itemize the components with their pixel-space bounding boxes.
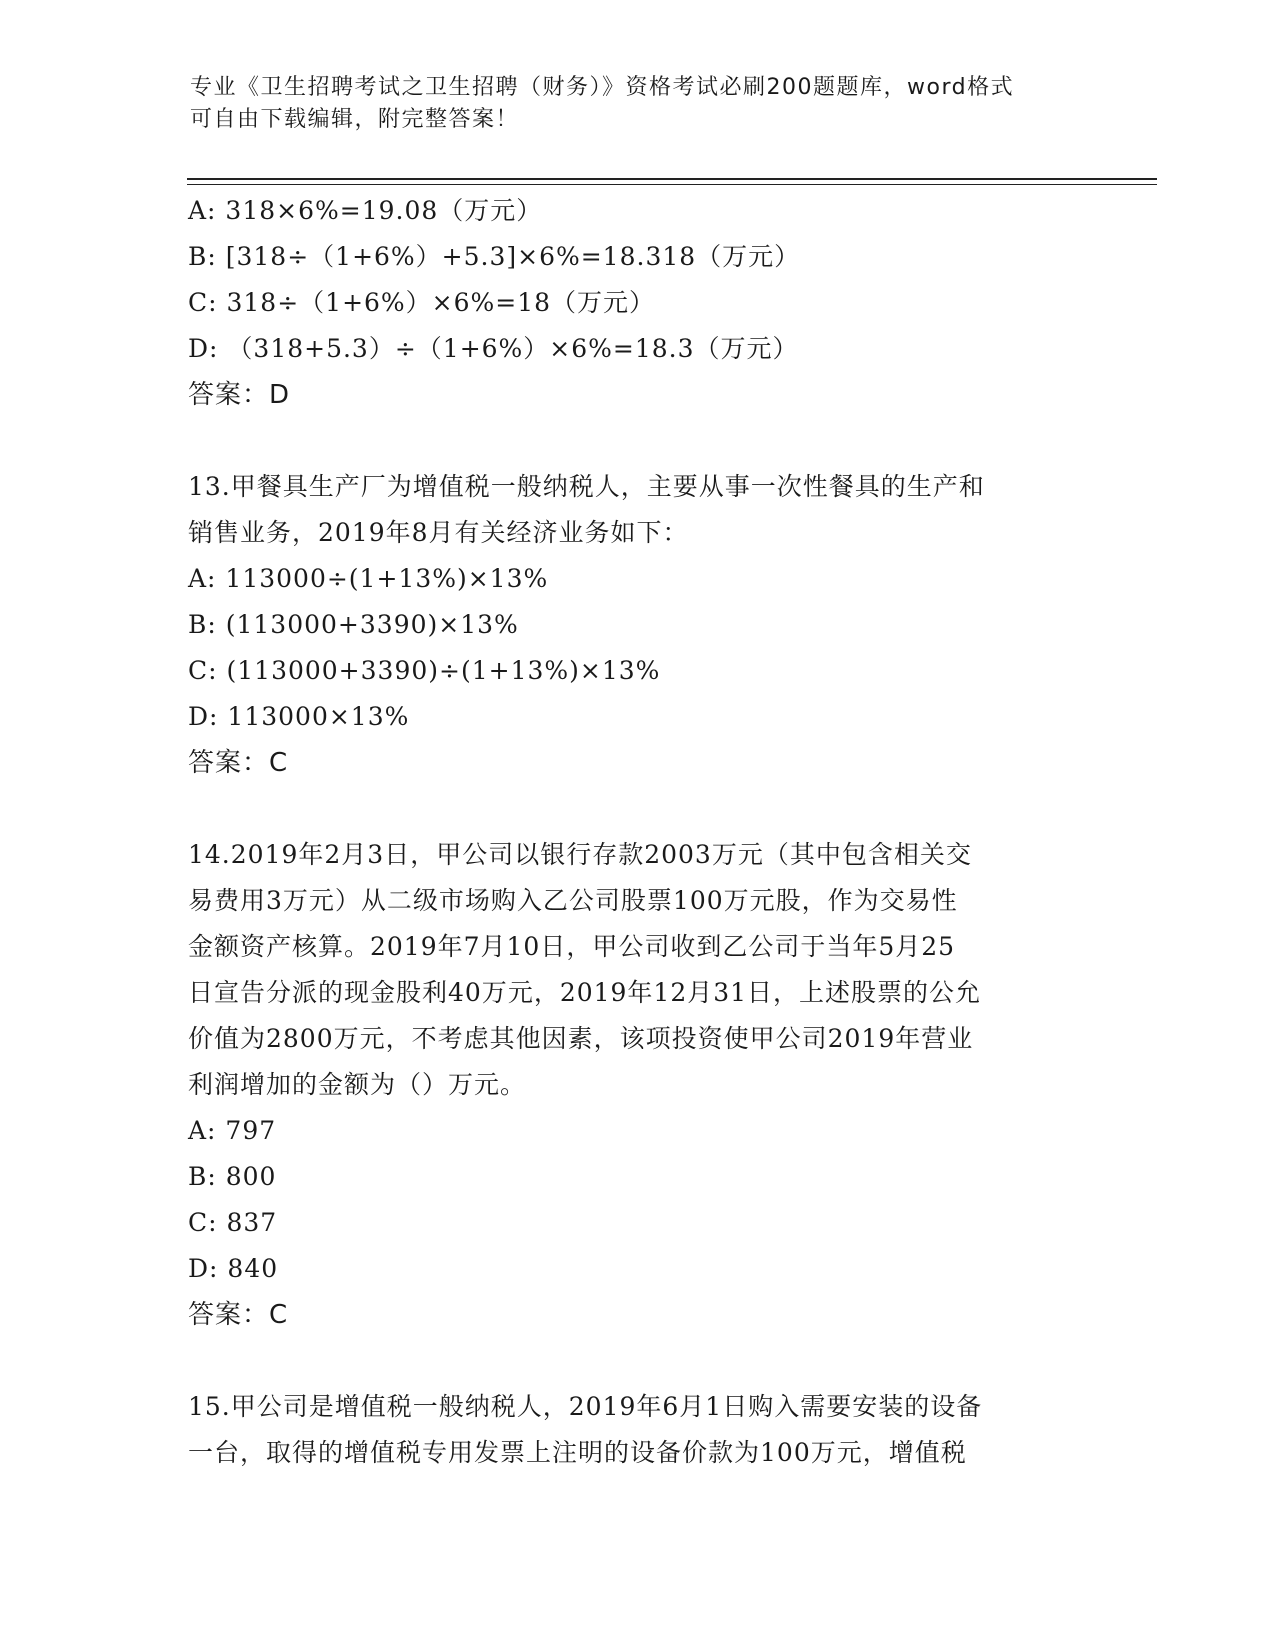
option-a: A: 797 bbox=[188, 1116, 277, 1145]
question-text-line: 14.2019年2月3日，甲公司以银行存款2003万元（其中包含相关交 bbox=[188, 840, 972, 869]
answer-line: 答案：C bbox=[188, 748, 289, 778]
option-d: D: （318+5.3）÷（1+6%）×6%=18.3（万元） bbox=[188, 334, 799, 363]
header-line-1: 专业《卫生招聘考试之卫生招聘（财务）》资格考试必刷200题题库，word格式 bbox=[190, 75, 1015, 100]
option-b: B: [318÷（1+6%）+5.3]×6%=18.318（万元） bbox=[188, 242, 801, 271]
question-13 bbox=[188, 464, 1088, 786]
header-line-2: 可自由下载编辑，附完整答案！ bbox=[190, 107, 520, 132]
question-15 bbox=[188, 1384, 1088, 1476]
option-c: C: (113000+3390)÷(1+13%)×13% bbox=[188, 656, 661, 685]
document-header bbox=[190, 72, 1090, 136]
question-14 bbox=[188, 832, 1088, 1338]
option-c: C: 837 bbox=[188, 1208, 278, 1237]
option-b: B: 800 bbox=[188, 1162, 277, 1191]
question-text-line: 一台，取得的增值税专用发票上注明的设备价款为100万元，增值税 bbox=[188, 1438, 967, 1467]
header-rule-thin bbox=[187, 184, 1157, 185]
answer-line: 答案：D bbox=[188, 380, 291, 410]
document-body bbox=[188, 188, 1088, 1476]
question-text-line: 利润增加的金额为（）万元。 bbox=[188, 1070, 527, 1099]
question-text-line: 价值为2800万元，不考虑其他因素，该项投资使甲公司2019年营业 bbox=[188, 1024, 974, 1053]
question-text-line: 日宣告分派的现金股利40万元，2019年12月31日，上述股票的公允 bbox=[188, 978, 982, 1007]
answer-line: 答案：C bbox=[188, 1300, 289, 1330]
option-d: D: 840 bbox=[188, 1254, 279, 1283]
option-c: C: 318÷（1+6%）×6%=18（万元） bbox=[188, 288, 656, 317]
option-d: D: 113000×13% bbox=[188, 702, 410, 731]
option-b: B: (113000+3390)×13% bbox=[188, 610, 519, 639]
option-a: A: 318×6%=19.08（万元） bbox=[188, 196, 543, 225]
question-text-line: 销售业务，2019年8月有关经济业务如下： bbox=[188, 518, 689, 547]
question-text-line: 15.甲公司是增值税一般纳税人，2019年6月1日购入需要安装的设备 bbox=[188, 1392, 983, 1421]
question-12-continued bbox=[188, 188, 1088, 418]
question-text-line: 易费用3万元）从二级市场购入乙公司股票100万元股，作为交易性 bbox=[188, 886, 958, 915]
question-text-line: 金额资产核算。2019年7月10日，甲公司收到乙公司于当年5月25 bbox=[188, 932, 956, 961]
question-text-line: 13.甲餐具生产厂为增值税一般纳税人，主要从事一次性餐具的生产和 bbox=[188, 472, 985, 501]
header-rule-thick bbox=[187, 178, 1157, 180]
option-a: A: 113000÷(1+13%)×13% bbox=[188, 564, 549, 593]
